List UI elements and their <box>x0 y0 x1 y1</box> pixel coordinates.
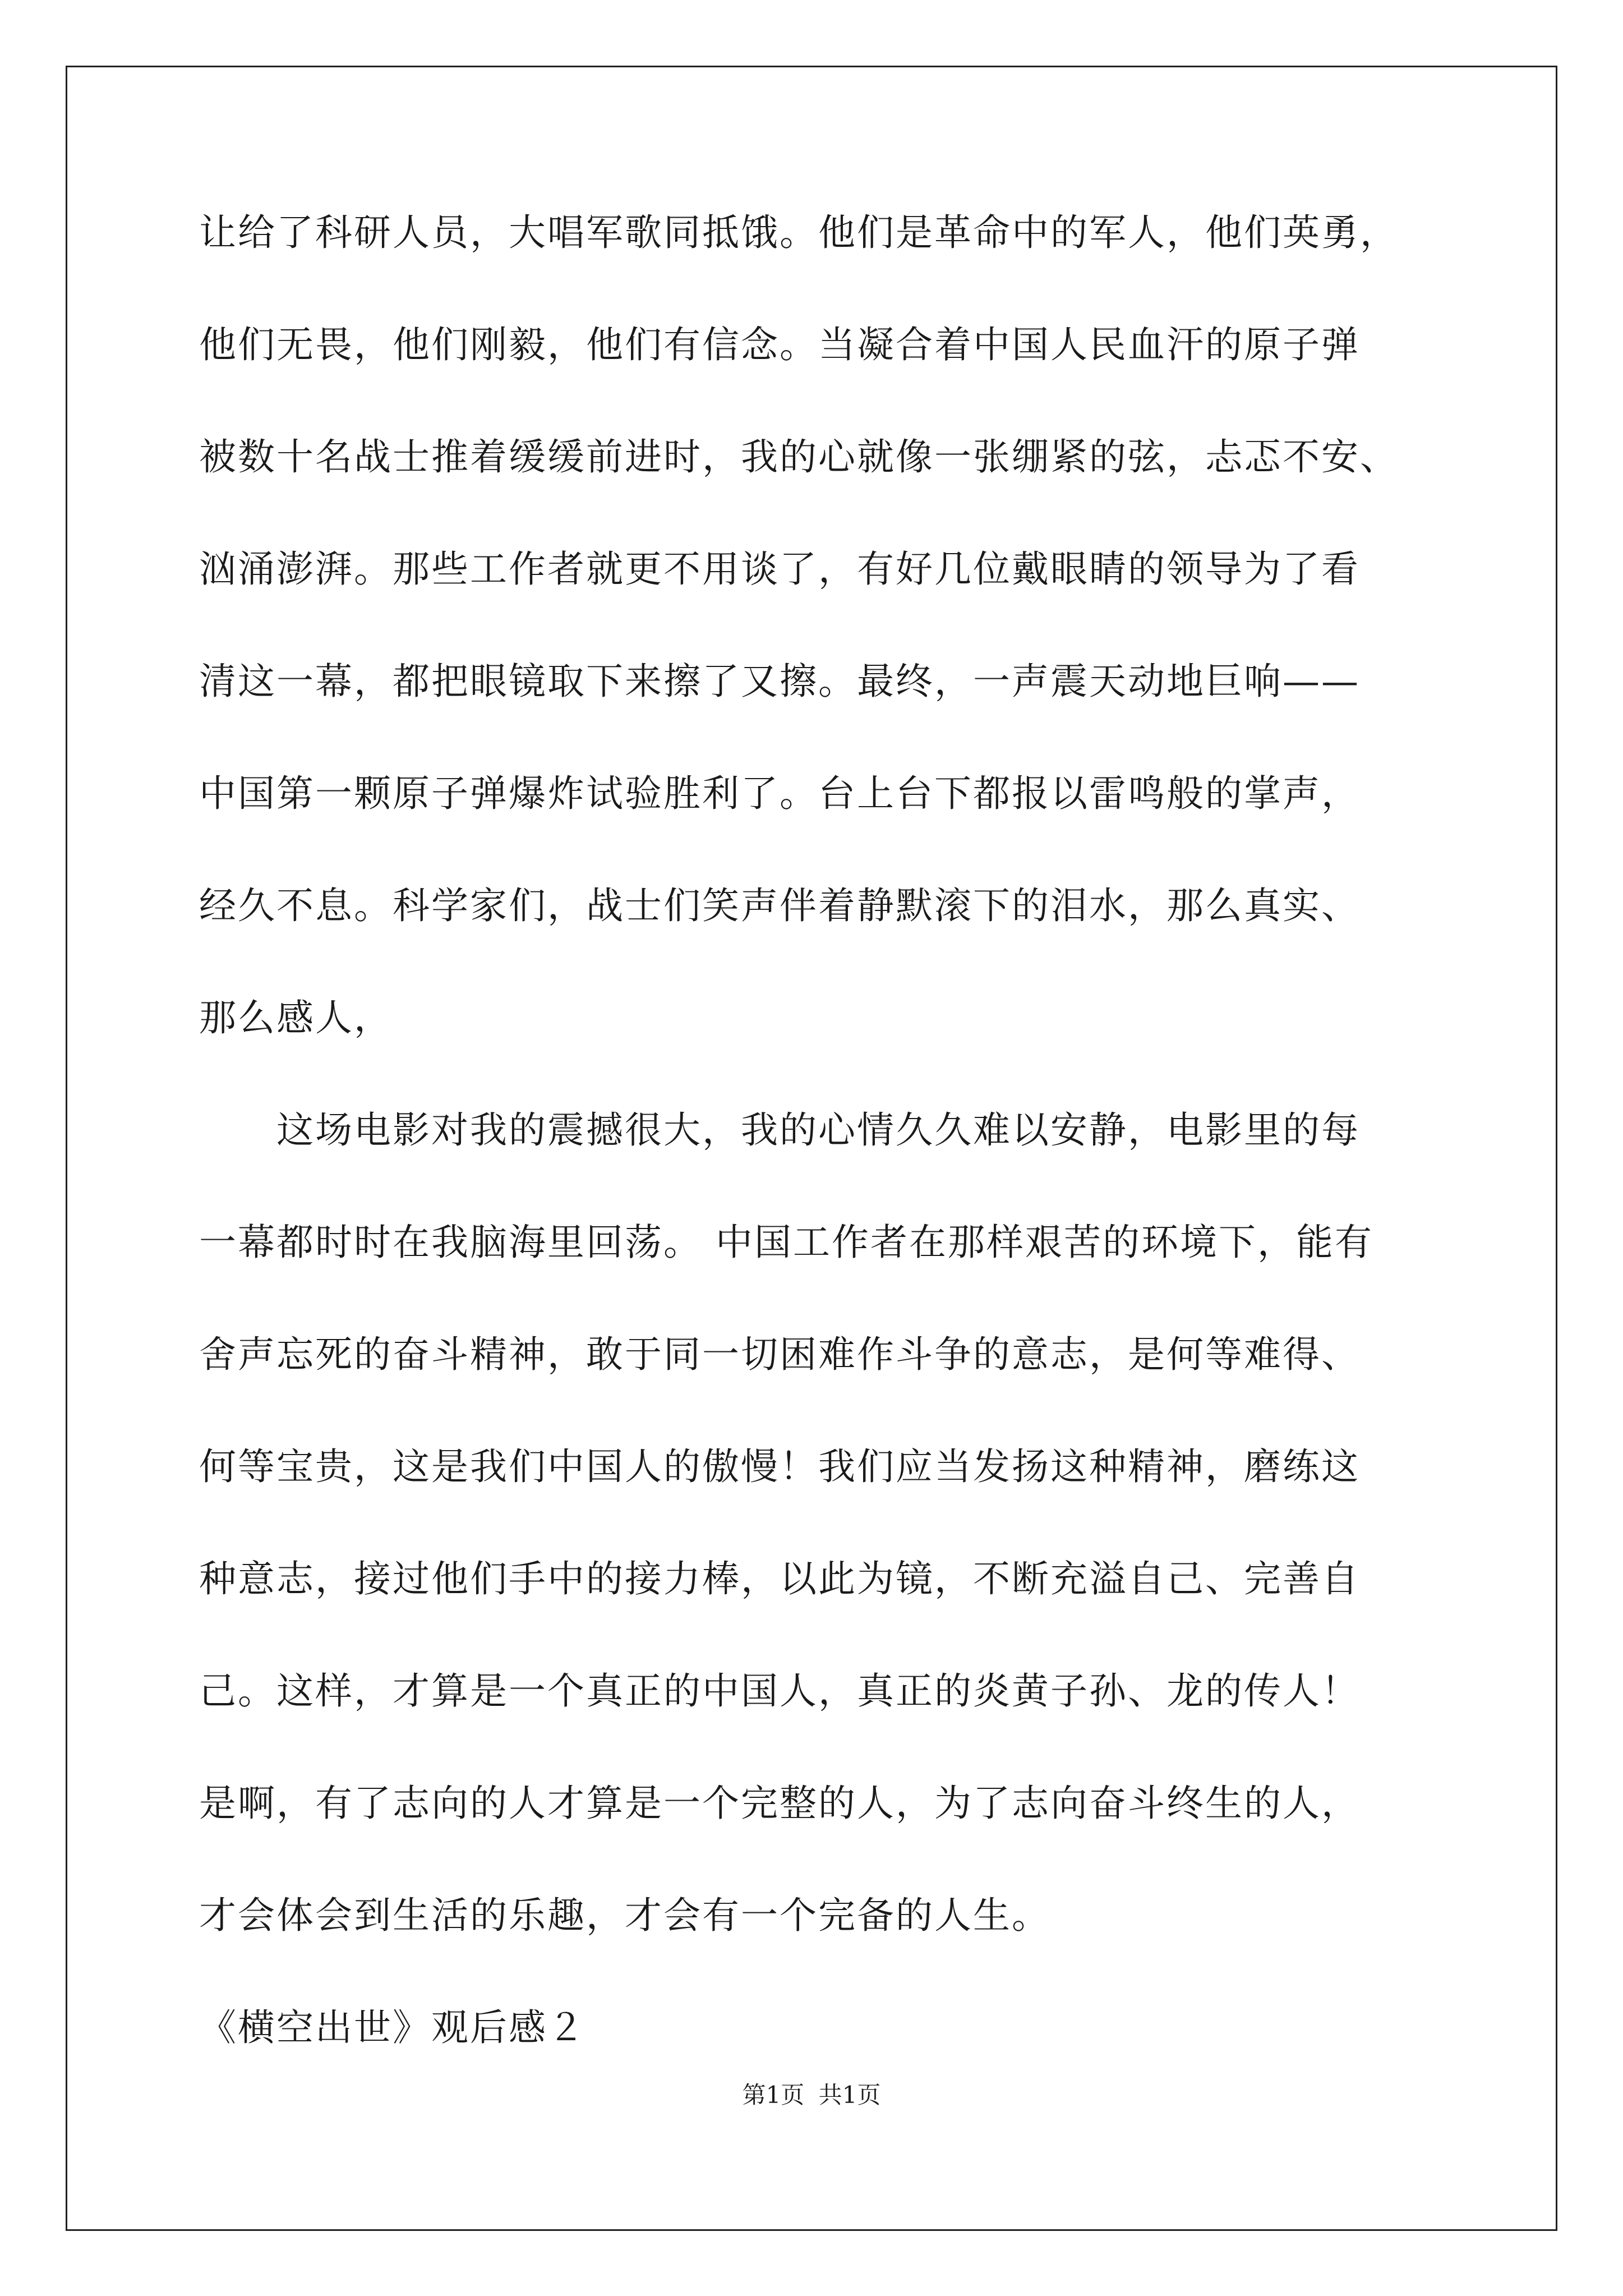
text-line: 那么感人， <box>199 996 393 1039</box>
text-line: 清这一幕，都把眼镜取下来擦了又擦。最终，一声震天动地巨响—— <box>199 660 1360 703</box>
text-line: 舍声忘死的奋斗精神，敢于同一切困难作斗争的意志，是何等难得、 <box>199 1333 1360 1376</box>
text-line: 让给了科研人员，大唱军歌同抵饿。他们是革命中的军人，他们英勇， <box>199 211 1399 254</box>
text-line: 汹涌澎湃。那些工作者就更不用谈了，有好几位戴眼睛的领导为了看 <box>199 547 1360 591</box>
text-line: 何等宝贵，这是我们中国人的傲慢！我们应当发扬这种精神，磨练这 <box>199 1445 1360 1488</box>
text-line: 中国第一颗原子弹爆炸试验胜利了。台上台下都报以雷鸣般的掌声， <box>199 772 1360 815</box>
text-line: 他们无畏，他们刚毅，他们有信念。当凝合着中国人民血汗的原子弹 <box>199 323 1360 366</box>
page-number-current: 第1页 <box>742 2081 805 2109</box>
text-line: 是啊，有了志向的人才算是一个完整的人，为了志向奋斗终生的人， <box>199 1782 1360 1825</box>
page-footer <box>0 2078 1623 2112</box>
text-line: 己。这样，才算是一个真正的中国人，真正的炎黄子孙、龙的传人！ <box>199 1669 1360 1713</box>
page-number-total: 共1页 <box>818 2081 881 2109</box>
text-line: 一幕都时时在我脑海里回荡。 中国工作者在那样艰苦的环境下，能有 <box>199 1221 1373 1264</box>
section-heading: 《横空出世》观后感２ <box>199 2006 586 2049</box>
text-line: 被数十名战士推着缓缓前进时，我的心就像一张绷紧的弦，忐忑不安、 <box>199 435 1399 478</box>
text-line: 经久不息。科学家们，战士们笑声伴着静默滚下的泪水，那么真实、 <box>199 884 1360 927</box>
text-line: 种意志，接过他们手中的接力棒，以此为镜，不断充溢自己、完善自 <box>199 1557 1360 1600</box>
text-line: 才会体会到生活的乐趣，才会有一个完备的人生。 <box>199 1894 1050 1937</box>
paragraph-start-line: 这场电影对我的震撼很大，我的心情久久难以安静，电影里的每 <box>199 1108 1360 1152</box>
